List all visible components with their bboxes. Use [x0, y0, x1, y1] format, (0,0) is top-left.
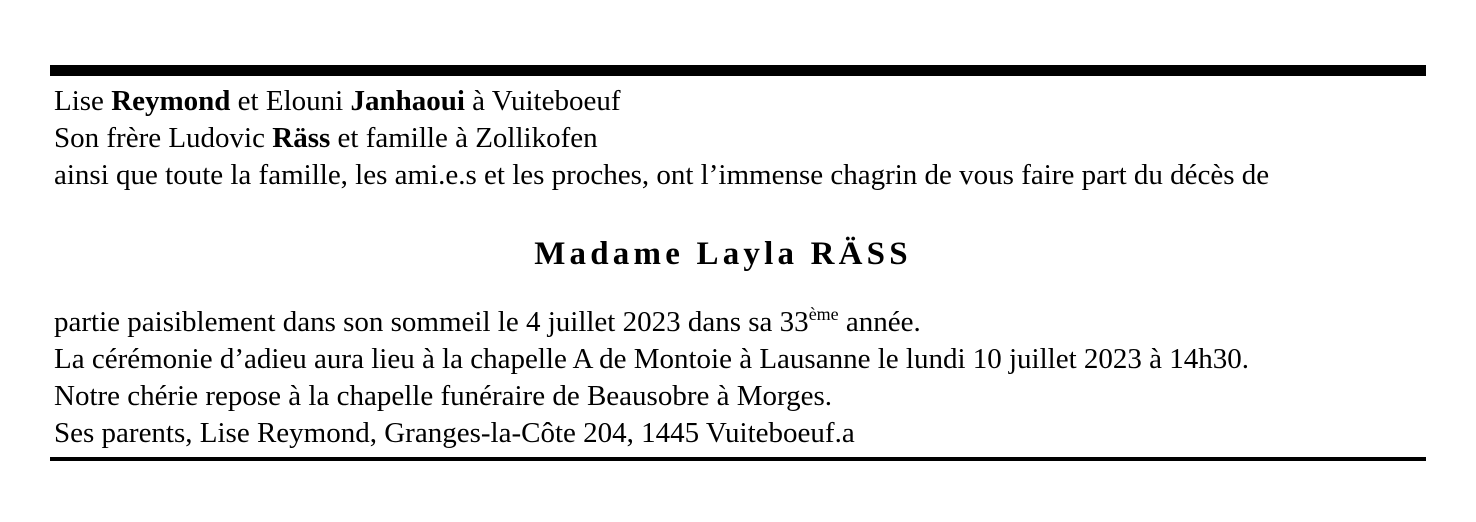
- surname: Räss: [272, 122, 331, 154]
- passing-text-end: année.: [845, 306, 921, 338]
- ceremony-line: La cérémonie d’adieu aura lieu à la chapelle A de Montoie à Lausanne le lundi 10 juillet 2023 à 14h30.: [54, 343, 1250, 375]
- repose-line: Notre chérie repose à la chapelle funéraire de Beausobre à Morges.: [54, 380, 833, 412]
- surname: Janhaoui: [350, 85, 465, 117]
- parents-address-line: Ses parents, Lise Reymond, Granges-la-Côte 204, 1445 Vuiteboeuf.a: [54, 417, 855, 449]
- passing-text: partie paisiblement dans son sommeil le 4 juillet 2023 dans sa 33: [54, 306, 809, 338]
- first-name: Elouni: [265, 85, 344, 117]
- death-notice: [50, 65, 1426, 461]
- family-line-brother: [50, 120, 1426, 157]
- brother-text: Son frère Ludovic: [54, 122, 265, 154]
- surname: Reymond: [111, 85, 231, 117]
- announcement-line: ainsi que toute la famille, les ami.e.s et les proches, ont l’immense chagrin de vous faire part du décès de: [54, 159, 1270, 191]
- bottom-rule: [50, 457, 1426, 461]
- brother-family-text: et famille à Zollikofen: [337, 122, 598, 154]
- ordinal-superscript: ème: [808, 304, 839, 324]
- passing-line: [50, 304, 1426, 341]
- top-rule: [50, 65, 1426, 76]
- conjunction: et: [237, 85, 259, 117]
- place: à Vuiteboeuf: [472, 85, 621, 117]
- first-name: Lise: [54, 85, 104, 117]
- deceased-name: Madame Layla RÄSS: [534, 236, 912, 272]
- family-line-parents: [50, 83, 1426, 120]
